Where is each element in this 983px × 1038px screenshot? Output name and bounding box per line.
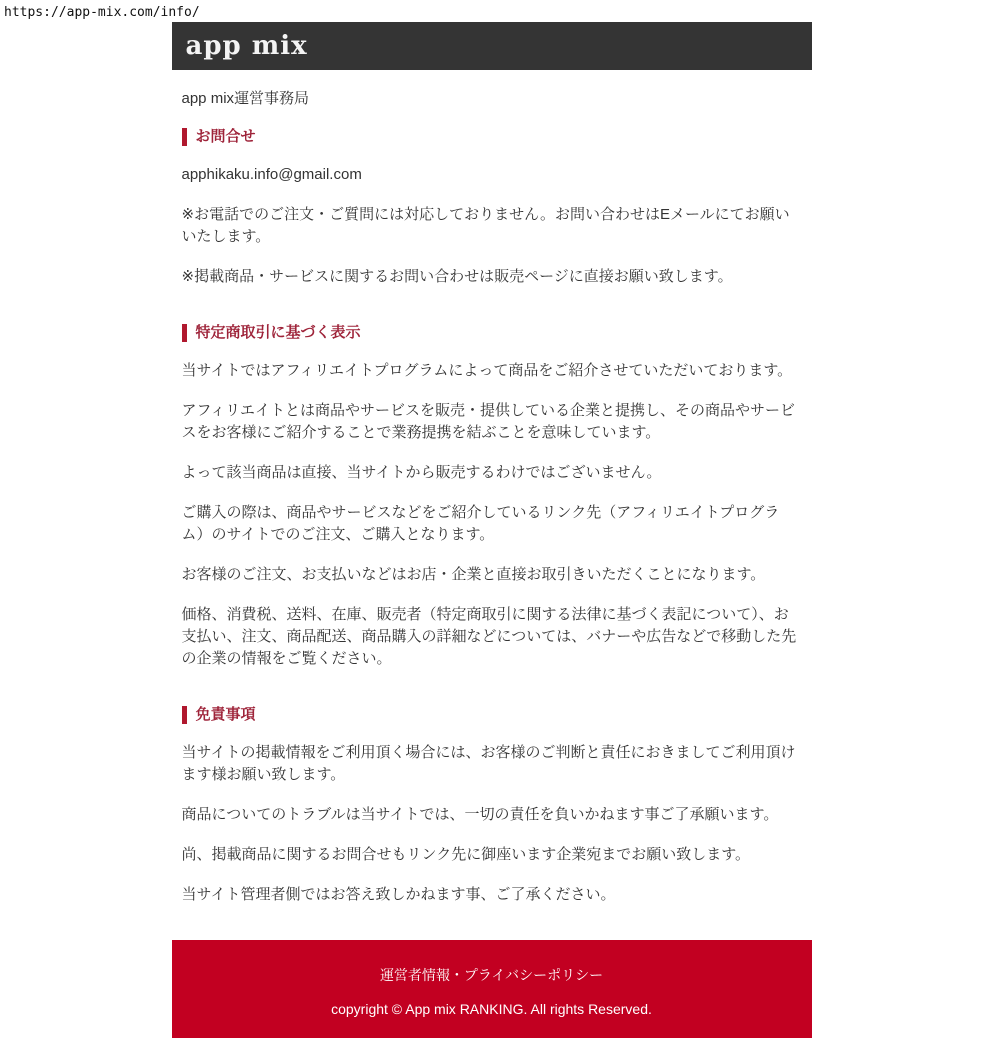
contact-note: ※お電話でのご注文・ご質問には対応しておりません。お問い合わせはEメールにてお願いいたします。: [181, 206, 790, 245]
disclaimer-paragraph: 当サイトの掲載情報をご利用頂く場合には、お客様のご判断と責任におきましてご利用頂けます様お願い致します。: [181, 744, 796, 783]
section-disclaimer: [182, 706, 802, 906]
disclaimer-paragraph: 商品についてのトラブルは当サイトでは、一切の責任を負いかねます事ご了承願います。: [181, 806, 779, 823]
legal-paragraph: ご購入の際は、商品やサービスなどをご紹介しているリンク先（アフィリエイトプログラム）のサイトでのご注文、ご購入となります。: [181, 504, 780, 543]
page-container: [172, 22, 812, 1038]
section-heading-contact: お問合せ: [182, 128, 802, 146]
site-title: app mix: [185, 31, 308, 61]
content: [172, 88, 812, 906]
site-header: [172, 22, 812, 70]
legal-paragraph: お客様のご注文、お支払いなどはお店・企業と直接お取引きいただくことになります。: [181, 566, 766, 583]
section-contact: [182, 128, 802, 288]
page-url-label: https://app-mix.com/info/: [4, 5, 200, 20]
site-footer: [172, 940, 812, 1038]
legal-paragraph: 価格、消費税、送料、在庫、販売者（特定商取引に関する法律に基づく表記について）、お支払い、注文、商品配送、商品購入の詳細などについては、バナーや広告などで移動した先の企業の情報をご覧ください。: [181, 606, 797, 667]
copyright-notice: copyright © App mix RANKING. All rights Reserved.: [331, 1001, 652, 1017]
contact-note: ※掲載商品・サービスに関するお問い合わせは販売ページに直接お願い致します。: [181, 268, 733, 285]
section-heading-legal-disclosure: 特定商取引に基づく表示: [182, 324, 802, 342]
contact-email: apphikaku.info@gmail.com: [181, 166, 362, 183]
legal-paragraph: 当サイトではアフィリエイトプログラムによって商品をご紹介させていただいております。: [181, 362, 793, 379]
footer-privacy-policy-link[interactable]: 運営者情報・プライバシーポリシー: [379, 967, 604, 983]
disclaimer-paragraph: 当サイト管理者側ではお答え致しかねます事、ご了承ください。: [181, 886, 616, 903]
legal-paragraph: アフィリエイトとは商品やサービスを販売・提供している企業と提携し、その商品やサービスをお客様にご紹介することで業務提携を結ぶことを意味しています。: [181, 402, 796, 441]
operator-name: app mix運営事務局: [181, 90, 310, 107]
legal-paragraph: よって該当商品は直接、当サイトから販売するわけではございません。: [181, 464, 662, 481]
section-heading-disclaimer: 免責事項: [182, 706, 802, 724]
section-legal-disclosure: [182, 324, 802, 670]
disclaimer-paragraph: 尚、掲載商品に関するお問合せもリンク先に御座います企業宛までお願い致します。: [181, 846, 751, 863]
